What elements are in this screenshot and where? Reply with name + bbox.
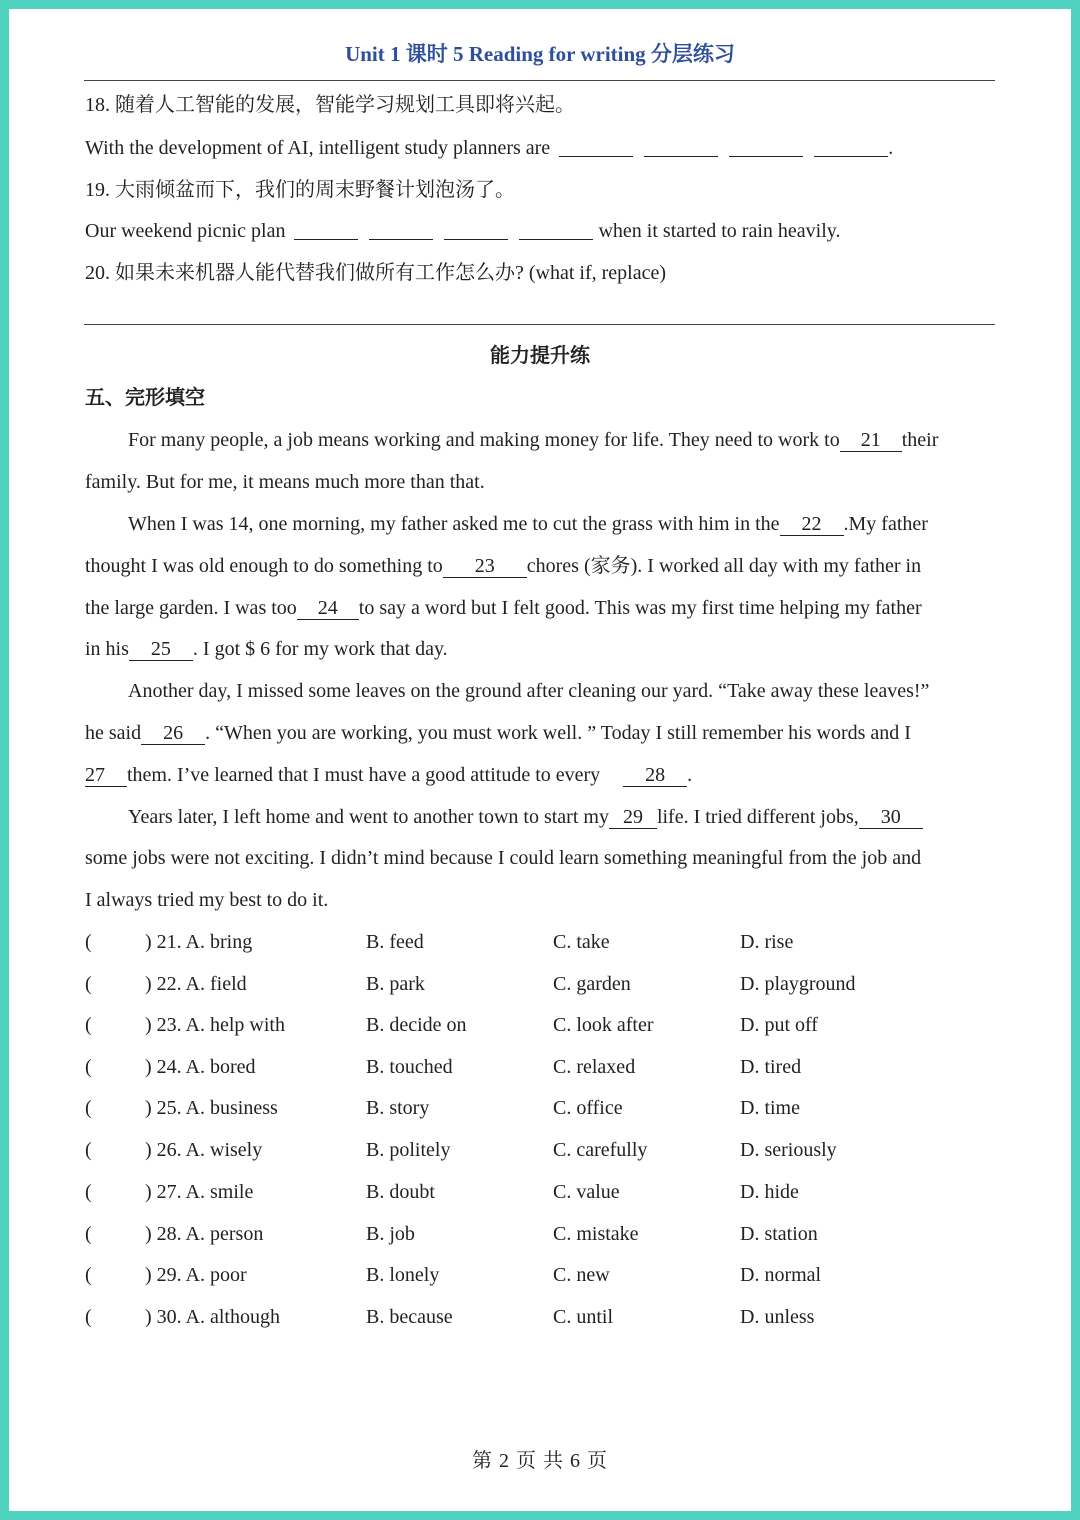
blank-23[interactable]: 23: [443, 555, 527, 578]
option-b[interactable]: B. lonely: [366, 1264, 440, 1286]
option-d[interactable]: D. normal: [740, 1264, 822, 1286]
blank-21[interactable]: 21: [840, 429, 902, 452]
option-c[interactable]: C. mistake: [553, 1223, 639, 1245]
option-b[interactable]: B. story: [366, 1097, 430, 1119]
passage-line-10: [128, 803, 1048, 831]
option-c[interactable]: C. carefully: [553, 1139, 648, 1161]
passage-text: in his: [85, 638, 129, 660]
answer-paren[interactable]: (: [85, 931, 92, 953]
passage-line-7: Another day, I missed some leaves on the ground after cleaning our yard. “Take away these leaves!”: [128, 680, 930, 702]
option-a[interactable]: ) 24. A. bored: [145, 1056, 256, 1078]
answer-paren[interactable]: (: [85, 1306, 92, 1328]
answer-paren[interactable]: (: [85, 1014, 92, 1036]
answer-paren[interactable]: (: [85, 1223, 92, 1245]
option-c[interactable]: C. until: [553, 1306, 614, 1328]
page-number: 第 2 页 共 6 页: [472, 1450, 608, 1472]
option-d[interactable]: D. playground: [740, 973, 856, 995]
q20-answer-line[interactable]: [84, 324, 995, 325]
blank-28[interactable]: 28: [623, 764, 687, 787]
section-title: 能力提升练: [490, 345, 590, 367]
option-d[interactable]: D. unless: [740, 1306, 815, 1328]
option-d[interactable]: D. seriously: [740, 1139, 837, 1161]
option-d[interactable]: D. station: [740, 1223, 818, 1245]
blank-24[interactable]: 24: [297, 597, 359, 620]
q19-sentence-start: Our weekend picnic plan: [85, 220, 286, 242]
passage-line-5: [85, 594, 1005, 622]
blank-26[interactable]: 26: [141, 722, 205, 745]
q19-english: [85, 217, 1005, 245]
blank-27[interactable]: 27: [85, 764, 127, 787]
blank-22[interactable]: 22: [780, 513, 844, 536]
passage-text: the large garden. I was too: [85, 597, 297, 619]
passage-text: chores (家务). I worked all day with my father in: [526, 555, 922, 577]
passage-text: to say a word but I felt good. This was my first time helping my father: [358, 597, 922, 619]
passage-line-12: I always tried my best to do it.: [85, 889, 329, 911]
option-a[interactable]: ) 23. A. help with: [145, 1014, 285, 1036]
passage-text: their: [901, 429, 939, 451]
answer-paren[interactable]: (: [85, 1139, 92, 1161]
option-c[interactable]: C. take: [553, 931, 610, 953]
option-b[interactable]: B. politely: [366, 1139, 451, 1161]
answer-paren[interactable]: (: [85, 1056, 92, 1078]
blank-25[interactable]: 25: [129, 638, 193, 661]
passage-line-4: [85, 552, 1005, 580]
q18-period: .: [888, 137, 894, 159]
option-c[interactable]: C. value: [553, 1181, 620, 1203]
option-c[interactable]: C. garden: [553, 973, 631, 995]
option-d[interactable]: D. put off: [740, 1014, 818, 1036]
option-a[interactable]: ) 30. A. although: [145, 1306, 280, 1328]
option-a[interactable]: ) 25. A. business: [145, 1097, 278, 1119]
q19-chinese: 19. 大雨倾盆而下，我们的周末野餐计划泡汤了。: [85, 179, 515, 201]
passage-line-8: [85, 719, 1005, 747]
q18-blank-2[interactable]: [644, 136, 718, 157]
passage-line-2: family. But for me, it means much more than that.: [85, 471, 485, 493]
q18-chinese: 18. 随着人工智能的发展，智能学习规划工具即将兴起。: [85, 94, 575, 116]
answer-paren[interactable]: (: [85, 1181, 92, 1203]
option-d[interactable]: D. time: [740, 1097, 800, 1119]
option-d[interactable]: D. tired: [740, 1056, 802, 1078]
passage-line-6: [85, 635, 1005, 663]
passage-text: . “When you are working, you must work well. ” Today I still remember his words and I: [205, 722, 911, 744]
answer-paren[interactable]: (: [85, 1097, 92, 1119]
option-b[interactable]: B. decide on: [366, 1014, 467, 1036]
option-b[interactable]: B. because: [366, 1306, 453, 1328]
q18-english: [85, 134, 1005, 162]
q18-blank-1[interactable]: [559, 136, 633, 157]
passage-line-1: [128, 426, 1048, 454]
option-a[interactable]: ) 22. A. field: [145, 973, 247, 995]
passage-text: he said: [85, 722, 142, 744]
passage-text: For many people, a job means working and making money for life. They need to work to: [128, 429, 840, 451]
option-b[interactable]: B. feed: [366, 931, 424, 953]
option-d[interactable]: D. rise: [740, 931, 794, 953]
option-a[interactable]: ) 21. A. bring: [145, 931, 253, 953]
passage-text: thought I was old enough to do something to: [85, 555, 443, 577]
q19-blank-4[interactable]: [519, 219, 593, 240]
q19-sentence-end: when it started to rain heavily.: [598, 220, 841, 242]
option-a[interactable]: ) 26. A. wisely: [145, 1139, 263, 1161]
passage-text: life. I tried different jobs,: [656, 806, 859, 828]
option-b[interactable]: B. park: [366, 973, 425, 995]
passage-text: Years later, I left home and went to another town to start my: [128, 806, 609, 828]
option-a[interactable]: ) 27. A. smile: [145, 1181, 254, 1203]
blank-29[interactable]: 29: [609, 806, 657, 829]
blank-30[interactable]: 30: [859, 806, 923, 829]
passage-line-9: [85, 761, 1005, 789]
passage-text: . I got $ 6 for my work that day.: [192, 638, 448, 660]
passage-text: them. I’ve learned that I must have a good attitude to every: [127, 764, 601, 786]
answer-paren[interactable]: (: [85, 1264, 92, 1286]
passage-text: .My father: [843, 513, 928, 535]
q19-blank-3[interactable]: [444, 219, 508, 240]
option-c[interactable]: C. relaxed: [553, 1056, 636, 1078]
option-b[interactable]: B. doubt: [366, 1181, 435, 1203]
option-c[interactable]: C. look after: [553, 1014, 654, 1036]
option-a[interactable]: ) 28. A. person: [145, 1223, 264, 1245]
page-header: Unit 1 课时 5 Reading for writing 分层练习: [345, 42, 735, 66]
q19-blank-1[interactable]: [294, 219, 358, 240]
passage-text: .: [687, 764, 693, 786]
option-d[interactable]: D. hide: [740, 1181, 799, 1203]
header-divider: [84, 80, 995, 81]
option-b[interactable]: B. job: [366, 1223, 415, 1245]
option-a[interactable]: ) 29. A. poor: [145, 1264, 247, 1286]
q19-blank-2[interactable]: [369, 219, 433, 240]
passage-line-11: some jobs were not exciting. I didn’t mind because I could learn something meaningful from the job and: [85, 847, 922, 869]
option-c[interactable]: C. new: [553, 1264, 610, 1286]
q18-sentence: With the development of AI, intelligent study planners are: [85, 137, 551, 159]
answer-paren[interactable]: (: [85, 973, 92, 995]
passage-line-3: [128, 510, 1048, 538]
option-b[interactable]: B. touched: [366, 1056, 453, 1078]
q20-chinese: 20. 如果未来机器人能代替我们做所有工作怎么办? (what if, replace): [85, 262, 667, 284]
cloze-heading: 五、完形填空: [85, 387, 205, 409]
q18-blank-3[interactable]: [729, 136, 803, 157]
passage-text: When I was 14, one morning, my father asked me to cut the grass with him in the: [128, 513, 780, 535]
q18-blank-4[interactable]: [814, 136, 888, 157]
option-c[interactable]: C. office: [553, 1097, 623, 1119]
